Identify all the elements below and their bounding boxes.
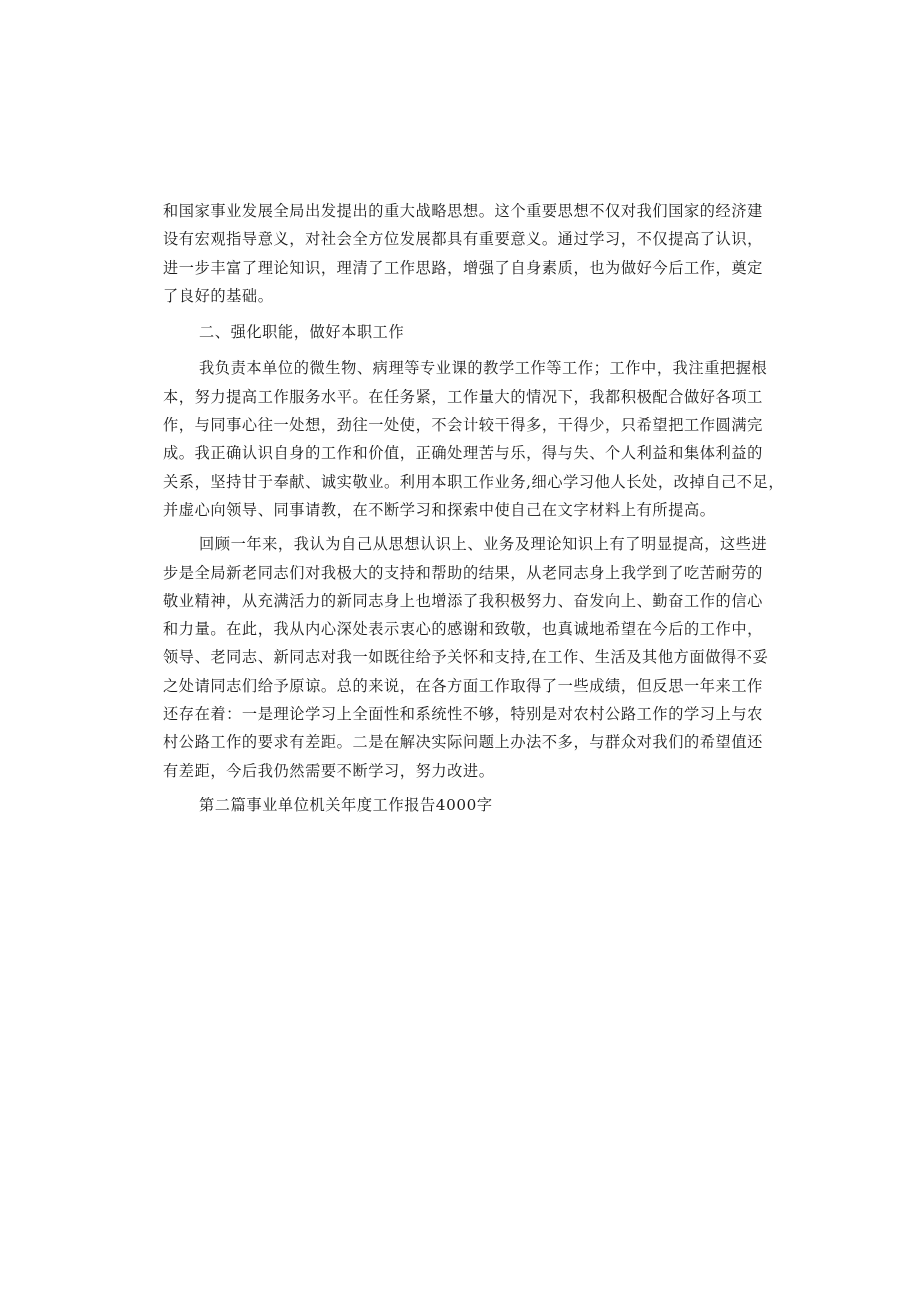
next-article-title-text: 第二篇事业单位机关年度工作报告4000字 xyxy=(199,795,493,814)
text-line: 敬业精神，从充满活力的新同志身上也增添了我积极努力、奋发向上、勤奋工作的信心 xyxy=(163,591,763,610)
text-line: 回顾一年来，我认为自己从思想认识上、业务及理论知识上有了明显提高，这些进 xyxy=(199,535,768,554)
text-line: 了良好的基础。 xyxy=(163,286,274,305)
text-line: 还存在着：一是理论学习上全面性和系统性不够，特别是对农村公路工作的学习上与农 xyxy=(163,705,763,724)
text-line: 本，努力提高工作服务水平。在任务紧，工作量大的情况下，我都积极配合做好各项工 xyxy=(163,387,763,406)
text-line: 进一步丰富了理论知识，理清了工作思路，增强了自身素质，也为做好今后工作，奠定 xyxy=(163,258,763,277)
text-line: 领导、老同志、新同志对我一如既往给予关怀和支持,在工作、生活及其他方面做得不妥 xyxy=(163,648,769,667)
heading-text: 二、强化职能，做好本职工作 xyxy=(199,323,405,342)
paragraph-job-duties xyxy=(163,354,785,524)
text-line: 作，与同事心往一处想，劲往一处使，不会计较干得多，干得少，只希望把工作圆满完 xyxy=(163,416,763,435)
next-article-title xyxy=(163,791,759,819)
paragraph-year-review xyxy=(163,530,769,785)
text-line: 我负责本单位的微生物、病理等专业课的教学工作等工作；工作中，我注重把握根 xyxy=(199,359,768,378)
text-line: 之处请同志们给予原谅。总的来说，在各方面工作取得了一些成绩，但反思一年来工作 xyxy=(163,676,763,695)
text-line: 成。我正确认识自身的工作和价值，正确处理苦与乐，得与失、个人利益和集体利益的 xyxy=(163,444,763,463)
text-line: 村公路工作的要求有差距。二是在解决实际问题上办法不多，与群众对我们的希望值还 xyxy=(163,733,763,752)
paragraph-gap xyxy=(163,310,759,316)
text-line: 关系，坚持甘于奉献、诚实敬业。利用本职工作业务,细心学习他人长处，改掉自己不足， xyxy=(163,472,785,491)
text-line: 有差距，今后我仍然需要不断学习，努力改进。 xyxy=(163,761,495,780)
text-line: 和力量。在此，我从内心深处表示衷心的感谢和致敬，也真诚地希望在今后的工作中， xyxy=(163,620,763,639)
document-body xyxy=(163,197,785,819)
paragraph-study-summary xyxy=(163,197,763,310)
text-line: 步是全局新老同志们对我极大的支持和帮助的结果，从老同志身上我学到了吃苦耐劳的 xyxy=(163,563,763,582)
section-heading xyxy=(163,318,759,346)
text-line: 设有宏观指导意义，对社会全方位发展都具有重要意义。通过学习，不仅提高了认识， xyxy=(163,230,763,249)
text-line: 和国家事业发展全局出发提出的重大战略思想。这个重要思想不仅对我们国家的经济建 xyxy=(163,202,763,220)
text-line: 并虚心向领导、同事请教，在不断学习和探索中使自己在文字材料上有所提高。 xyxy=(163,500,716,519)
